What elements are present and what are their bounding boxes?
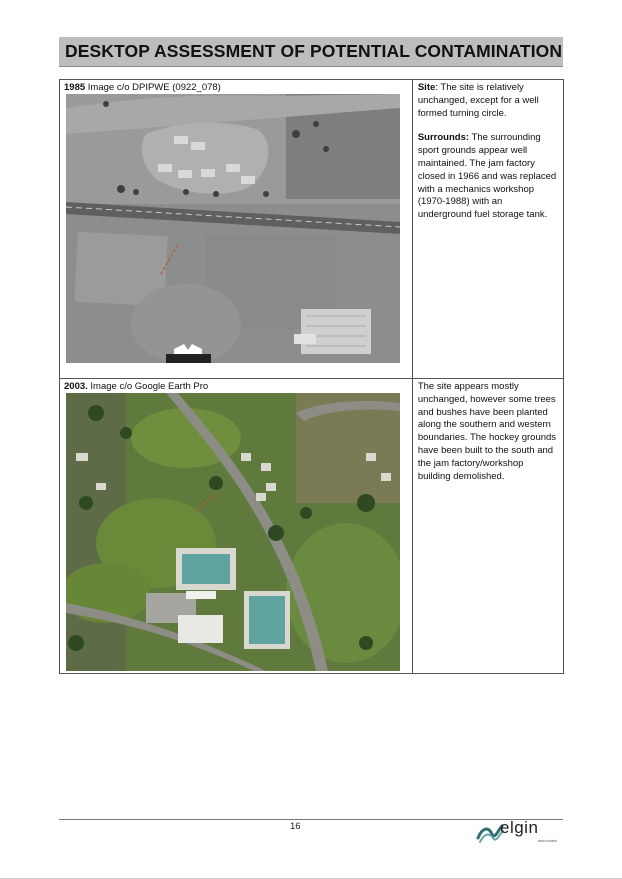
table-row xyxy=(60,80,564,379)
logo-wordmark: elgin xyxy=(500,818,539,837)
surrounds-label: Surrounds: xyxy=(417,132,470,144)
caption-source: Image c/o DPIPWE (0922_078) xyxy=(85,82,221,93)
caption-year: 1985 xyxy=(64,82,86,93)
assessment-table xyxy=(59,79,564,674)
image-cell xyxy=(60,379,413,674)
section-title: DESKTOP ASSESSMENT OF POTENTIAL CONTAMINATION xyxy=(65,41,563,61)
site-text: : The site is relatively unchanged, except for a well formed turning circle. xyxy=(417,82,539,119)
surrounds-text: The surrounding sport grounds appear well maintained. The jam factory closed in 1966 and was replaced with a mechanics workshop (1970-1988) with an underground fuel storage tank. xyxy=(417,132,557,221)
page-number: 16 xyxy=(290,821,301,832)
site-text: The site appears mostly unchanged, however some trees and bushes have been planted along the southern and western boundaries. The hockey grounds have been built to the south and the jam factory/workshop building demolished. xyxy=(417,381,557,482)
caption-source: Image c/o Google Earth Pro xyxy=(87,381,209,392)
surrounds-paragraph xyxy=(418,132,558,222)
site-paragraph xyxy=(418,381,558,483)
aerial-photo-2003 xyxy=(66,393,400,671)
caption-year: 2003. xyxy=(64,381,88,392)
description-text xyxy=(413,379,563,483)
image-caption xyxy=(60,379,412,393)
table-row xyxy=(60,379,564,674)
image-caption xyxy=(60,80,412,94)
description-text xyxy=(413,80,563,222)
site-paragraph xyxy=(418,82,558,120)
section-header xyxy=(59,37,563,67)
description-cell xyxy=(412,80,563,379)
aerial-photo-1985 xyxy=(66,94,400,363)
description-cell xyxy=(412,379,563,674)
logo-subtext: associates xyxy=(538,838,557,843)
site-label: Site xyxy=(417,82,436,93)
image-cell xyxy=(60,80,413,379)
